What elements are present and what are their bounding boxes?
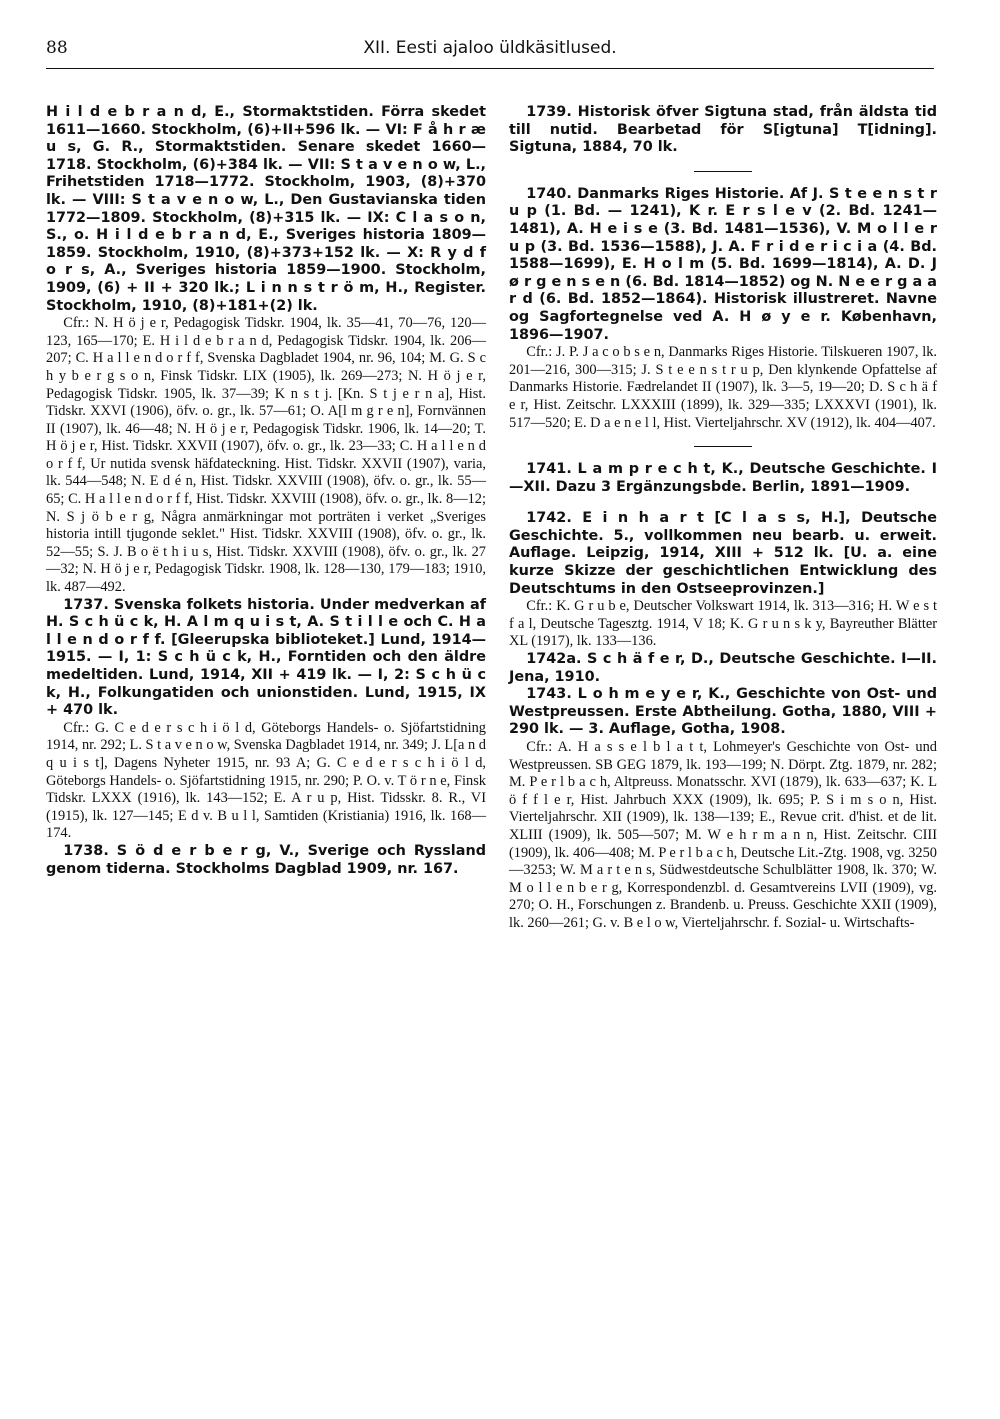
- running-title: XII. Eesti ajaloo üldkäsitlused.: [363, 38, 617, 58]
- bibliography-entry-1737: 1737. Svenska folkets historia. Under medverkan af H. S c h ü c k, H. A l m q u i s t, A. S t i l l e och C. H a l l e n d o r f f. [Gleerupska biblioteket.] Lund, 1914—1915. — I, 1: S c h ü c k, H., Forntiden och den äldre medeltiden. Lund, 1914, XII + 419 lk. — I, 2: S c h ü c k, H., Folkungatiden och unionstiden. Lund, 1915, IX + 470 lk.: [46, 596, 486, 719]
- citation-list: Cfr.: G. C e d e r s c h i ö l d, Göteborgs Handels- o. Sjöfartstidning 1914, nr. 292; L. S t a v e n o w, Svenska Dagbladet 1914, nr. 349; J. L[a n d q u i s t], Dagens Nyheter 1915, nr. 93 A; G. C e d e r s c h i ö l d, Göteborgs Handels- o. Sjöfartstidning 1915, nr. 290; P. O. v. T ö r n e, Finsk Tidskr. LXXX (1916), lk. 143—152; E. A r u p, Hist. Tidsskr. 8. R., VI (1915), lk. 127—145; E d v. B u l l, Samtiden (Kristiania) 1916, lk. 168—174.: [46, 719, 486, 842]
- bibliography-entry-1741: 1741. L a m p r e c h t, K., Deutsche Geschichte. I—XII. Dazu 3 Ergänzungsbde. Berlin, 1891—1909.: [509, 461, 937, 495]
- left-column: [46, 104, 486, 878]
- bibliography-entry-1742a: 1742a. S c h ä f e r, D., Deutsche Geschichte. I—II. Jena, 1910.: [509, 651, 937, 685]
- bibliography-entry-1739: 1739. Historisk öfver Sigtuna stad, från äldsta tid till nutid. Bearbetad för S[igtuna] T[idning]. Sigtuna, 1884, 70 lk.: [509, 104, 937, 156]
- right-column: [509, 104, 937, 933]
- citation-list: Cfr.: N. H ö j e r, Pedagogisk Tidskr. 1904, lk. 35—41, 70—76, 120—123, 165—170; E. H i l d e b r a n d, Pedagogisk Tidskr. 1904, lk. 206—207; C. H a l l e n d o r f f, Svenska Dagbladet 1904, nr. 96, 104; M. G. S c h y b e r g s o n, Finsk Tidskr. LIX (1905), lk. 269—273; N. H ö j e r, Pedagogisk Tidskr. 1905, lk. 37—39; K n s t j. [Kn. S t j e r n a], Hist. Tidskr. XXVI (1906), öfv. o. gr., lk. 57—61; O. A[l m g r e n], Fornvännen II (1907), lk. 46—48; N. H ö j e r, Pedagogisk Tidskr. 1906, lk. 14—20; T. H ö j e r, Hist. Tidskr. XXVII (1907), öfv. o. gr., lk. 23—33; C. H a l l e n d o r f f, Ur nutida svensk häfdateckning. Hist. Tidskr. XXVII (1907), varia, lk. 544—548; N. E d é n, Hist. Tidskr. XXVIII (1908), öfv. o. gr., lk. 55—65; C. H a l l e n d o r f f, Hist. Tidskr. XXVIII (1908), öfv. o. gr., lk. 8—12; N. S j ö b e r g, Några anmärkningar mot porträten i verket „Sveriges historia intill tjugonde seklet." Hist. Tidskr. XXVIII (1908), öfv. o. gr., lk. 52—55; S. J. B o ë t h i u s, Hist. Tidskr. XXVIII (1908), öfv. o. gr., lk. 27—32; N. H ö j e r, Pedagogisk Tidskr. 1908, lk. 128—130, 179—183; 1910, lk. 487—492.: [46, 315, 486, 596]
- citation-list: Cfr.: J. P. J a c o b s e n, Danmarks Riges Historie. Tilskueren 1907, lk. 201—216, 300—315; J. S t e e n s t r u p, Den klynkende Opfattelse af Danmarks Historie. Fædrelandet II (1907), lk. 3—5, 19—20; D. S c h ä f e r, Hist. Zeitschr. LXXXIII (1899), lk. 329—335; LXXXVI (1901), lk. 517—520; E. D a e n e l l, Hist. Vierteljahrschr. XV (1912), lk. 404—407.: [509, 344, 937, 431]
- citation-list: Cfr.: A. H a s s e l b l a t t, Lohmeyer's Geschichte von Ost- und Westpreussen. SB GEG 1879, lk. 193—199; N. Dörpt. Ztg. 1879, nr. 282; M. P e r l b a c h, Altpreuss. Monatsschr. XVI (1879), lk. 633—637; K. L ö f f l e r, Hist. Jahrbuch XXX (1909), lk. 695; P. S i m s o n, Hist. Vierteljahrschr. XII (1909), lk. 138—139; E., Revue crit. d'hist. et de lit. XLIII (1909), lk. 505—507; M. W e h r m a n n, Hist. Zeitschr. CIII (1909), lk. 406—408; M. P e r l b a c h, Deutsche Lit.-Ztg. 1908, vg. 3250—3253; W. M a r t e n s, Südwestdeutsche Schulblätter 1908, lk. 370; W. M o l l e n b e r g, Korrespondenzbl. d. Gesamtvereins LVII (1909), vg. 270; O. H., Forschungen z. Brandenb. u. Preuss. Geschichte XXII (1909), lk. 260—261; G. v. B e l o w, Vierteljahrschr. f. Sozial- u. Wirtschafts-: [509, 739, 937, 931]
- section-divider: [694, 446, 752, 447]
- citation-list: Cfr.: K. G r u b e, Deutscher Volkswart 1914, lk. 313—316; H. W e s t f a l, Deutsche Tagesztg. 1914, V 18; K. G r u n s k y, Bayreuther Blätter XL (1917), lk. 133—136.: [509, 598, 937, 650]
- header-rule: [46, 68, 934, 69]
- section-divider: [694, 171, 752, 172]
- page-header: [46, 38, 934, 66]
- bibliography-entry-1738: 1738. S ö d e r b e r g, V., Sverige och Ryssland genom tiderna. Stockholms Dagblad 1909, nr. 167.: [46, 842, 486, 877]
- page-number: 88: [46, 38, 68, 58]
- bibliography-entry-1742: 1742. E i n h a r t [C l a s s, H.], Deutsche Geschichte. 5., vollkommen neu bearb. u. erweit. Auflage. Leipzig, 1914, XIII + 512 lk. [U. a. eine kurze Skizze der geschichtlichen Entwicklung des Deutschtums in den Ostseeprovinzen.]: [509, 510, 937, 597]
- bibliography-entry: H i l d e b r a n d, E., Stormaktstiden. Förra skedet 1611—1660. Stockholm, (6)+II+596 lk. — VI: F å h r æ u s, G. R., Stormaktstiden. Senare skedet 1660—1718. Stockholm, (6)+384 lk. — VII: S t a v e n o w, L., Frihetstiden 1718—1772. Stockholm, 1903, (8)+370 lk. — VIII: S t a v e n o w, L., Den Gustavianska tiden 1772—1809. Stockholm, (8)+315 lk. — IX: C l a s o n, S., o. H i l d e b r a n d, E., Sveriges historia 1809—1859. Stockholm, 1910, (8)+373+152 lk. — X: R y d f o r s, A., Sveriges historia 1859—1900. Stockholm, 1909, (6) + II + 320 lk.; L i n n s t r ö m, H., Register. Stockholm, 1910, (8)+181+(2) lk.: [46, 104, 486, 314]
- bibliography-entry-1743: 1743. L o h m e y e r, K., Geschichte von Ost- und Westpreussen. Erste Abtheilung. Gotha, 1880, VIII + 290 lk. — 3. Auflage, Gotha, 1908.: [509, 686, 937, 738]
- spacer: [509, 496, 937, 510]
- bibliography-entry-1740: 1740. Danmarks Riges Historie. Af J. S t e e n s t r u p (1. Bd. — 1241), K r. E r s l e v (2. Bd. 1241—1481), A. H e i s e (3. Bd. 1481—1536), V. M o l l e r u p (3. Bd. 1536—1588), J. A. F r i d e r i c i a (4. Bd. 1588—1699), E. H o l m (5. Bd. 1699—1814), A. D. J ø r g e n s e n (6. Bd. 1814—1852) og N. N e e r g a a r d (6. Bd. 1852—1864). Historisk illustreret. Navne og Sagfortegnelse ved A. H ø y e r. København, 1896—1907.: [509, 185, 937, 343]
